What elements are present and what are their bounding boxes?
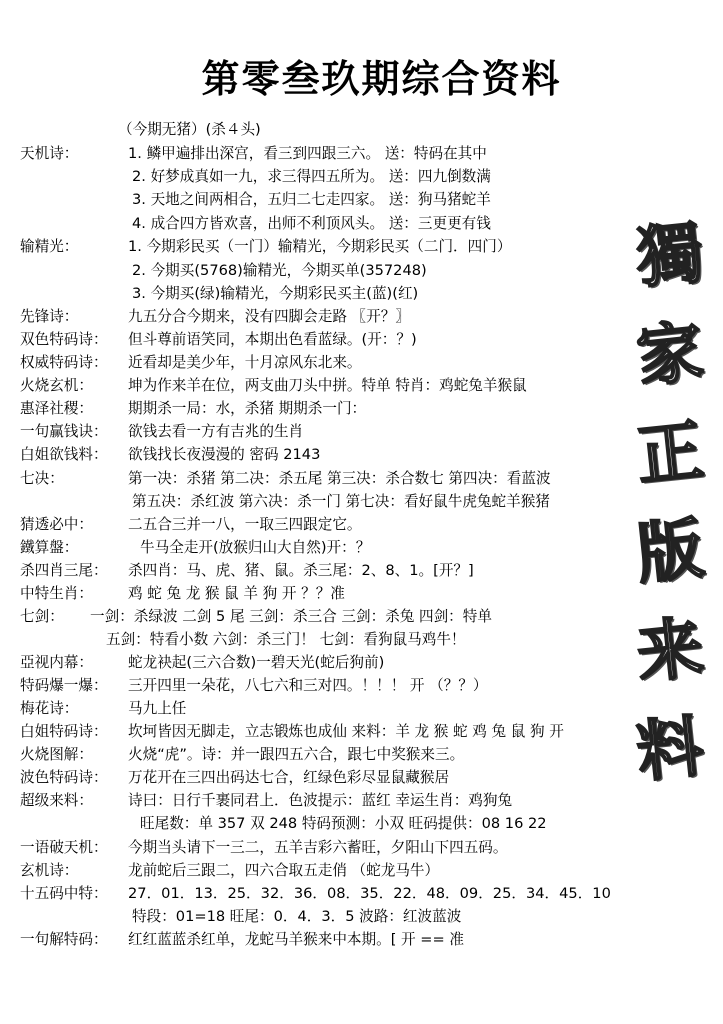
line-label: 特码爆一爆：	[20, 677, 108, 694]
line-text: 1. 鳞甲遍排出深宫，看三到四跟三六。 送：特码在其中	[128, 145, 487, 162]
line-label: 七剑：	[20, 608, 64, 625]
line-text: 坤为作来羊在位，两支曲刀头中拼。特单 特肖：鸡蛇兔羊猴鼠	[128, 377, 527, 394]
line-label: 亞视内幕：	[20, 654, 93, 671]
line-text: 马九上任	[128, 700, 187, 717]
line-text: 龙前蛇后三跟二，四六合取五走俏 （蛇龙马牛）	[128, 862, 440, 879]
line-text: 二五合三并一八，一取三四跟定它。	[128, 516, 362, 533]
line-text: 鸡 蛇 兔 龙 猴 鼠 羊 狗 开 ？？准	[128, 585, 345, 602]
line-label: 波色特码诗：	[20, 769, 108, 786]
line-text: 第一决：杀猪 第二决：杀五尾 第三决：杀合数七 第四决：看蓝波	[128, 470, 551, 487]
line-text: 欲钱找长夜漫漫的 密码 2143	[128, 446, 321, 463]
line-text: 一剑：杀绿波 二剑 5 尾 三剑：杀三合 三剑：杀兔 四剑：特单	[90, 608, 492, 625]
line-label: 玄机诗：	[20, 862, 79, 879]
line-label: 惠泽社稷：	[20, 400, 93, 417]
line-text: 牛马全走开(放猴归山大自然)开：？	[140, 539, 371, 556]
line-label: 鐵算盤：	[20, 539, 79, 556]
watermark-char: 来	[633, 607, 707, 693]
line-text: 九五分合今期来，没有四脚会走路 〖开？〗	[128, 308, 410, 325]
line-label: 七决：	[20, 470, 64, 487]
line-label: 火烧图解：	[20, 746, 93, 763]
line-text: 期期杀一局：水，杀猪 期期杀一门：	[128, 400, 367, 417]
watermark-char: 版	[633, 509, 707, 594]
line-label: 权威特码诗：	[20, 354, 108, 371]
line-label: 中特生肖：	[20, 585, 93, 602]
line-label: 杀四肖三尾：	[20, 562, 108, 579]
line-text: 诗曰：日行千裹同君上．色波提示：蓝红 幸运生肖：鸡狗兔	[128, 792, 513, 809]
line-text: 特段：01=18 旺尾：0．4．3．5 波路：红波蓝波	[132, 908, 462, 925]
watermark-char: 獨	[633, 212, 707, 298]
line-label: 白姐特码诗：	[20, 723, 108, 740]
line-text: 蛇龙袂起(三六合数)一碧天光(蛇后狗前)	[128, 654, 385, 671]
line-text: 坎坷皆因无脚走，立志锻炼也成仙 来料：羊 龙 猴 蛇 鸡 兔 鼠 狗 开	[128, 723, 564, 740]
line-text: 三开四里一朵花，八七六和三对四。！！！ 开 （？？）	[128, 677, 488, 694]
line-label: 超级来料：	[20, 792, 93, 809]
line-label: 猜透必中：	[20, 516, 93, 533]
line-text: 但斗尊前语笑同，本期出色看蓝绿。(开：？)	[128, 331, 417, 348]
line-text: 旺尾数：单 357 双 248 特码预测：小双 旺码提供：08 16 22	[140, 815, 547, 832]
line-label: 先锋诗：	[20, 308, 79, 325]
watermark-char: 料	[633, 706, 707, 792]
line-label: 天机诗：	[20, 145, 79, 162]
line-text: 27．01．13．25．32．36．08．35．22．48．09．25．34．45．10	[128, 885, 611, 902]
line-text: 2. 好梦成真如一九，求三得四五所为。 送：四九倒数满	[132, 168, 491, 185]
line-text: 3. 今期买(绿)输精光，今期彩民买主(蓝)(红)	[132, 285, 419, 302]
line-text: 近看却是美少年，十月凉风东北来。	[128, 354, 362, 371]
line-label: 一句解特码：	[20, 931, 108, 948]
line-text: 1. 今期彩民买（一门）输精光，今期彩民买（二门．四门）	[128, 238, 512, 255]
line-text: （今期无猪）(杀４头)	[118, 121, 261, 138]
line-label: 十五码中特：	[20, 885, 108, 902]
page-title: 第零叁玖期综合资料	[201, 56, 562, 101]
watermark-char: 正	[633, 410, 707, 495]
line-text: 五剑：特看小数 六剑：杀三门！ 七剑：看狗鼠马鸡牛！	[106, 631, 466, 648]
line-text: 4. 成合四方皆欢喜，出师不利顶风头。 送：三更更有钱	[132, 215, 491, 232]
line-label: 输精光：	[20, 238, 79, 255]
line-text: 2. 今期买(5768)输精光，今期买单(357248)	[132, 262, 427, 279]
line-text: 万花开在三四出码达七合，红绿色彩尽显鼠藏猴居	[128, 769, 450, 786]
line-label: 一语破天机：	[20, 839, 108, 856]
line-text: 欲钱去看一方有吉兆的生肖	[128, 423, 304, 440]
line-text: 第五决：杀红波 第六决：杀一门 第七决：看好鼠牛虎兔蛇羊猴猪	[132, 493, 550, 510]
line-text: 红红蓝蓝杀红单，龙蛇马羊猴来中本期。[ 开 == 准	[128, 931, 464, 948]
line-label: 白姐欲钱料：	[20, 446, 108, 463]
line-label: 火烧玄机：	[20, 377, 93, 394]
watermark-char: 家	[633, 311, 707, 397]
line-label: 双色特码诗：	[20, 331, 108, 348]
line-label: 梅花诗：	[20, 700, 79, 717]
line-label: 一句赢钱诀：	[20, 423, 108, 440]
line-text: 杀四肖：马、虎、猪、鼠。杀三尾：2、8、1。[开？]	[128, 562, 474, 579]
line-text: 火烧“虎”。诗：并一跟四五六合，跟七中奖猴来三。	[128, 746, 465, 763]
line-text: 3. 天地之间两相合，五归二七走四家。 送：狗马猪蛇羊	[132, 191, 491, 208]
line-text: 今期当头请下一三二，五羊吉彩六蓄旺，夕阳山下四五码。	[128, 839, 508, 856]
